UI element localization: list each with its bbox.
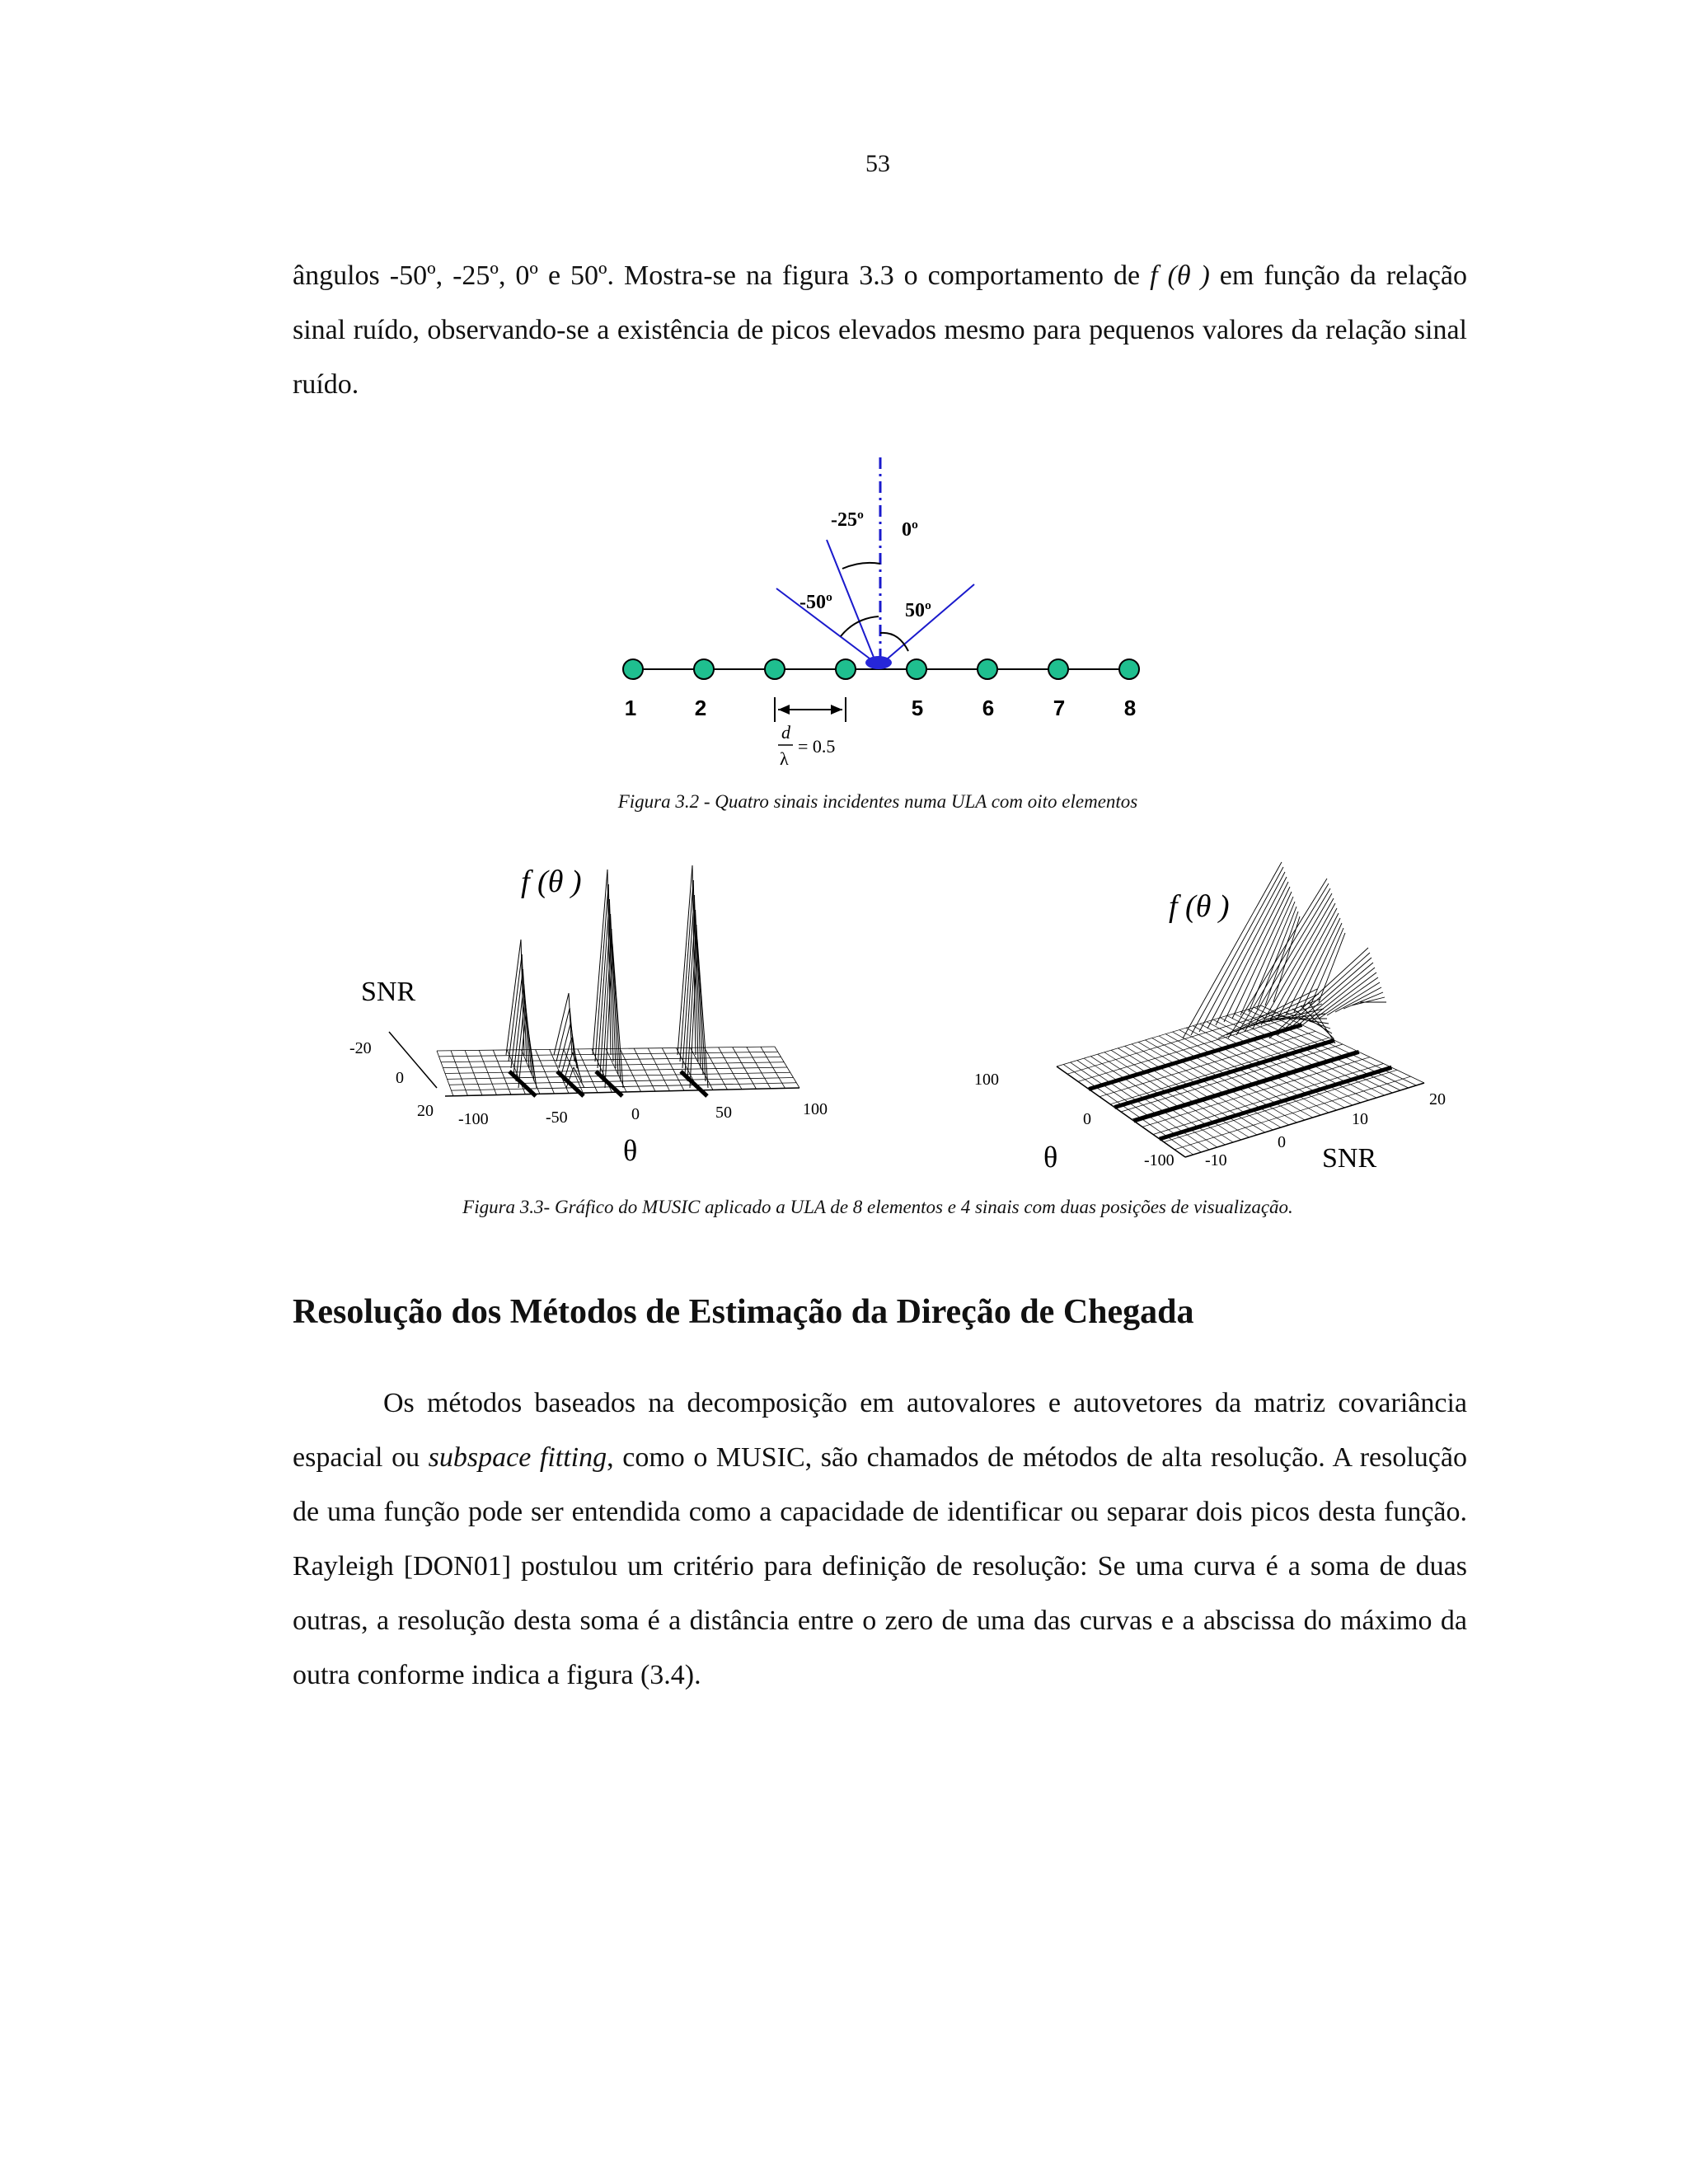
left-theta-tick: -50 [546, 1108, 568, 1127]
left-zlabel: f (θ ) [521, 865, 582, 899]
peak-line [511, 969, 523, 1068]
mesh-line [1078, 1019, 1288, 1082]
peak-line [685, 910, 696, 1075]
peak-line [1269, 903, 1335, 1022]
angle-label: -50º [799, 592, 832, 613]
figure-3-2-caption: Figura 3.2 - Quatro sinais incidentes numa ULA com oito elementos [617, 791, 1138, 812]
array-element [1119, 659, 1139, 679]
mesh-line [1100, 1031, 1315, 1096]
element-label: 7 [1053, 696, 1066, 720]
left-plot-peaks [506, 865, 708, 1096]
right-theta-tick: 0 [1083, 1110, 1091, 1128]
mesh-line [1153, 1064, 1384, 1135]
inline-math-f-theta: f (θ ) [1150, 260, 1210, 291]
mesh-line [1142, 1057, 1370, 1127]
paragraph-intro-text-a: ângulos -50º, -25º, 0º e 50º. Mostra-se na figura 3.3 o comportamento de [293, 260, 1151, 291]
paragraph-intro [293, 249, 1467, 412]
array-origin [865, 656, 892, 669]
peak-line [1343, 992, 1383, 1009]
left-snr-tick: 0 [396, 1069, 404, 1087]
right-zlabel: f (θ ) [1169, 889, 1230, 924]
mesh-line [443, 1062, 785, 1068]
right-ylabel: SNR [1322, 1143, 1377, 1174]
left-theta-tick: 100 [803, 1100, 828, 1118]
arc-plus-50 [880, 633, 908, 651]
angle-label: 50º [905, 600, 931, 621]
angle-label: -25º [831, 509, 864, 531]
element-label: 5 [911, 696, 924, 720]
peak-ridge [681, 1071, 707, 1096]
mesh-line [441, 1057, 781, 1062]
mesh-line [445, 1067, 787, 1074]
arc-minus-50 [841, 616, 879, 636]
element-label: 6 [982, 696, 995, 720]
figure-3-3-caption: Figura 3.3- Gráfico do MUSIC aplicado a ULA de 8 elementos e 4 sinais com duas posições de visualização. [462, 1197, 1293, 1217]
figure-3-3-left-plot [338, 849, 849, 1179]
angle-label: 0º [902, 519, 918, 541]
left-theta-tick: -100 [458, 1110, 489, 1128]
section-heading: Resolução dos Métodos de Estimação da Direção de Chegada [293, 1293, 1194, 1331]
paragraph-intro-text-b: em função da relação sinal ruído, observando-se a existência de picos elevados mesmo para pequenos valores da relação sinal ruído. [293, 260, 1467, 400]
peak-line [554, 993, 569, 1055]
array-element [694, 659, 714, 679]
array-element [1048, 659, 1068, 679]
paragraph-resolution [293, 1376, 1467, 1703]
left-xlabel: θ [623, 1134, 638, 1167]
peak-line [561, 1038, 572, 1075]
peak-line [1226, 994, 1319, 1035]
peak-line [1309, 1002, 1335, 1043]
element-label: 1 [624, 696, 637, 720]
figure-3-2-diagram [577, 453, 1154, 783]
array-element [978, 659, 997, 679]
element-label: 2 [694, 696, 707, 720]
spacing-label-d: d [781, 722, 790, 743]
peak-line [526, 1014, 537, 1088]
left-ylabel: SNR [361, 977, 416, 1007]
mesh-line [448, 1072, 790, 1079]
peak-line [1286, 913, 1339, 1015]
element-label: 8 [1123, 696, 1137, 720]
left-theta-tick: 50 [715, 1104, 732, 1122]
right-theta-tick: -100 [1144, 1151, 1175, 1169]
peak-line [1278, 908, 1337, 1019]
left-snr-tick: 20 [417, 1102, 434, 1120]
right-snr-tick: 20 [1429, 1090, 1446, 1108]
left-snr-tick: -20 [349, 1039, 372, 1057]
peak-line [574, 1067, 584, 1088]
spacing-arrowhead-left [778, 705, 790, 715]
right-theta-tick: 100 [974, 1071, 999, 1089]
right-snr-tick: 0 [1278, 1133, 1286, 1151]
array-element [765, 659, 785, 679]
mesh-line [437, 1047, 775, 1051]
spacing-arrowhead-right [831, 705, 842, 715]
page-number: 53 [865, 150, 890, 177]
spacing-label-lambda: λ [780, 748, 789, 769]
paragraph-resolution-italic: subspace fitting [428, 1442, 607, 1473]
right-xlabel: θ [1043, 1141, 1058, 1174]
peak-line [1261, 898, 1334, 1025]
spacing-label-value: = 0.5 [798, 736, 836, 757]
paragraph-resolution-text-a: Os métodos baseados na decomposição em autovalores e autovetores da matriz covariância espacial ou [293, 1388, 1467, 1473]
ray-plus-50 [882, 584, 974, 663]
right-snr-tick: 10 [1352, 1110, 1368, 1128]
peak-line [506, 940, 521, 1055]
array-element [836, 659, 856, 679]
mesh-line [1175, 1076, 1411, 1150]
mesh-line [439, 1052, 778, 1057]
peak-line [1265, 912, 1298, 1005]
paragraph-resolution-text-b: , como o MUSIC, são chamados de métodos de alta resolução. A resolução de uma função pode ser entendida como a capacidade de identificar ou separar dois picos desta função. Rayleigh [DON01] postulou um critério para definição de resolução: Se uma curva é a soma de duas outras, a resolução desta soma é a distância entre o zero de uma das curvas e a abscissa do máximo da outra conforme indica a figura (3.4). [293, 1442, 1467, 1690]
right-snr-tick: -10 [1205, 1151, 1227, 1169]
left-theta-tick: 0 [631, 1105, 640, 1123]
array-element [907, 659, 926, 679]
array-element [623, 659, 643, 679]
arc-minus-25 [842, 563, 880, 569]
figure-3-3-right-plot [964, 849, 1459, 1179]
